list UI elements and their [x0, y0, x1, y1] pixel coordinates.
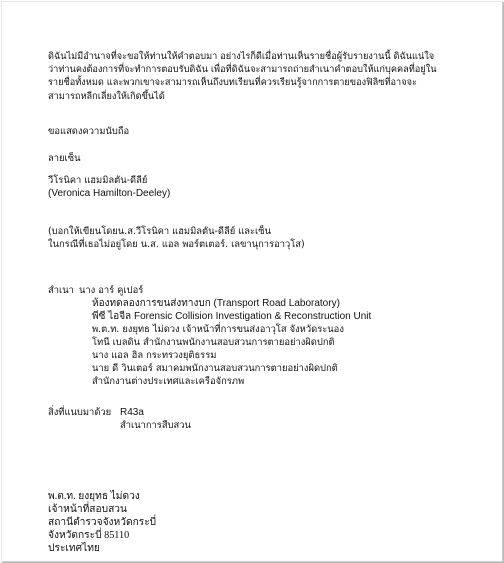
closing-text: ขอแสดงความนับถือ	[48, 126, 130, 137]
dictation-line: (บอกให้เขียนโดยน.ส.วีโรนิคา แฮมมิลตัน-ดีลีย์ และเซ็น	[48, 226, 272, 237]
enclosure-label: สิ่งที่แนบมาด้วย	[48, 407, 112, 418]
cc-recipient: พีซี ไอจีล Forensic Collision Investigation & Reconstruction Unit	[92, 311, 372, 322]
address-line: พ.ต.ท. ยงยุทธ ไม่ดวง	[48, 491, 140, 502]
enclosure-item: สำเนาการสืบสวน	[120, 420, 191, 431]
signature-label: ลายเซ็น	[48, 153, 81, 164]
cc-recipient: นาย ดี วินเตอร์ สมาคมพนักงานสอบสวนการตายอย่างผิดปกติ	[92, 363, 338, 374]
cc-recipient: สำนักงานต่างประเทศและเครือจักรภพ	[92, 376, 245, 387]
document-page	[1, 1, 503, 562]
sender-name-english: (Veronica Hamilton-Deeley)	[48, 188, 171, 199]
intro-line: รายชื่อทั้งหมด และพวกเขาจะสามารถเห็นถึงบทเรียนที่ควรเรียนรู้จากการตายของฟิลิซที่อาจจะ	[48, 77, 417, 88]
address-line: เจ้าหน้าที่สอบสวน	[48, 504, 127, 515]
cc-label: สำเนา	[48, 285, 74, 296]
cc-recipient: นาง แอล ฮิล กระทรวงยุติธรรม	[92, 350, 217, 361]
address-line: จังหวัดกระบี่ 85110	[48, 530, 130, 541]
cc-recipient: โทนี เบลดิน สำนักงานพนักงานสอบสวนการตายอย่างผิดปกติ	[92, 337, 335, 348]
address-line: ประเทศไทย	[48, 543, 100, 554]
sender-name-thai: วีโรนิคา แฮมมิลตัน-ดีลีย์	[48, 175, 148, 186]
intro-line: สามารถหลีกเลี่ยงให้เกิดขึ้นได้	[48, 91, 165, 102]
intro-line: ดิฉันไม่มีอำนาจที่จะขอให้ท่านให้คำตอบมา อย่างไรก็ดีเมื่อท่านเห็นรายชื่อผู้รับรายงานนี้ ดิฉันแน่ใจ	[48, 51, 435, 62]
enclosure-code: R43a	[120, 407, 144, 418]
cc-recipient: ห้องทดลองการขนส่งทางบก (Transport Road Laboratory)	[92, 298, 340, 309]
cc-recipient: พ.ต.ท. ยงยุทธ ไม่ดวง เจ้าหน้าที่การขนส่งอาวุโส จังหวัดระนอง	[92, 324, 344, 335]
address-line: สถานีตำรวจจังหวัดกระบี่	[48, 517, 157, 528]
cc-recipient: นาง อาร์ คูเปอร์	[79, 285, 144, 296]
intro-line: ว่าท่านคงต้องการที่จะทำการตอบรับดิฉัน เพื่อที่ดิฉันจะสามารถถ่ายสำเนาคำตอบให้แก่บุคคลที่อยู่ใน	[48, 64, 437, 75]
dictation-line: ในกรณีที่เธอไม่อยู่โดย น.ส. แอล พอร์ตเตอร์. เลขานุการอาวุโส)	[48, 239, 305, 250]
